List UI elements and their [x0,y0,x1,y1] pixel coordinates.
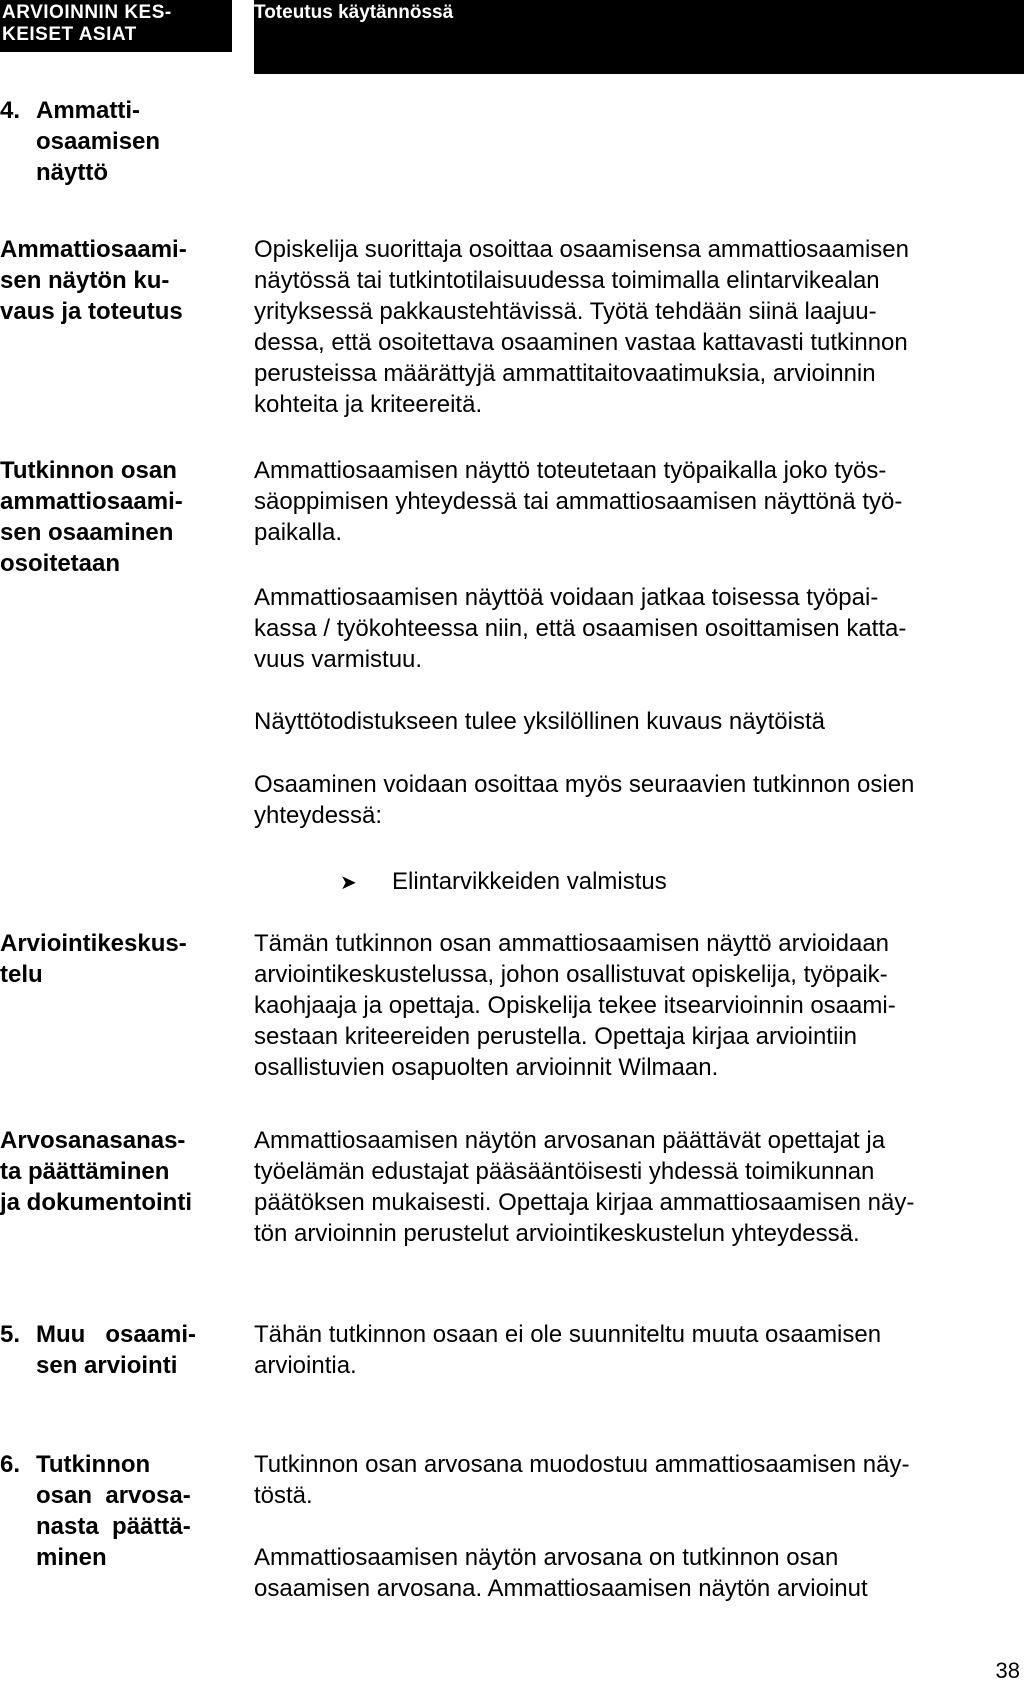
heading-line: Ammattiosaami- [0,236,187,263]
heading-line: ta päättäminen [0,1158,170,1185]
heading-line: sen osaaminen [0,519,174,546]
competence-shown-paragraph-2 [254,582,1020,675]
heading-line: osoitetaan [0,550,121,577]
section-5-title-line: sen arviointi [36,1352,178,1379]
text-line: kaohjaaja ja opettaja. Opiskelija tekee itsearvioinnin osaami- [254,992,896,1019]
bullet-list-item [340,866,667,899]
description-heading [0,234,230,327]
text-line: kassa / työkohteessa niin, että osaamisen osoittamisen katta- [254,615,907,642]
section-5-title-line: Muu osaami- [36,1321,197,1348]
header-left-label [0,0,232,52]
grade-heading [0,1125,230,1218]
description-text [254,234,1020,420]
heading-line: vaus ja toteutus [0,298,183,325]
section-4-number: 4. [0,97,21,124]
section-6-title-line: osan arvosa- [36,1482,191,1509]
page-number: 38 [995,1658,1020,1683]
text-line: töstä. [254,1482,313,1509]
header-right-label: Toteutus käytännössä [254,0,1024,74]
competence-shown-paragraph-4 [254,769,1020,831]
text-line: päätöksen mukaisesti. Opettaja kirjaa ammattiosaamisen näy- [254,1189,915,1216]
header-left-line2: KEISET ASIAT [2,24,137,45]
section-6-title-line: minen [36,1544,107,1571]
text-line: yhteydessä: [254,802,383,829]
competence-shown-heading [0,455,230,579]
section-5-text [254,1319,1020,1381]
evaluation-text [254,928,1020,1083]
section-5-heading [0,1319,230,1381]
text-line: Osaaminen voidaan osoittaa myös seuraavien tutkinnon osien [254,771,915,798]
section-6-title-line: Tutkinnon [36,1451,151,1478]
text-line: paikalla. [254,519,343,546]
text-line: Ammattiosaamisen näyttöä voidaan jatkaa toisessa työpai- [254,584,879,611]
section-6-number: 6. [0,1451,21,1478]
heading-line: ammattiosaami- [0,488,183,515]
evaluation-heading [0,928,230,990]
heading-line: Arviointikeskus- [0,930,187,957]
section-4-title-line: Ammatti- [36,97,141,124]
text-line: Ammattiosaamisen näytön arvosanan päättävät opettajat ja [254,1127,886,1154]
section-6-paragraph-2 [254,1542,1020,1604]
header-left-line1: ARVIOINNIN KES- [2,2,172,23]
text-line: säoppimisen yhteydessä tai ammattiosaamisen näyttönä työ- [254,488,903,515]
section-5-number: 5. [0,1321,21,1348]
text-line: arviointikeskustelussa, johon osallistuvat opiskelija, työpaik- [254,961,888,988]
text-line: Ammattiosaamisen näytön arvosana on tutkinnon osan [254,1544,839,1571]
text-line: arviointia. [254,1352,357,1379]
heading-line: Arvosanasanas- [0,1127,186,1154]
text-line: osaamisen arvosana. Ammattiosaamisen näytön arvioinut [254,1575,868,1602]
heading-line: Tutkinnon osan [0,457,177,484]
heading-line: ja dokumentointi [0,1189,192,1216]
grade-text [254,1125,1020,1249]
text-line: Tämän tutkinnon osan ammattiosaamisen näyttö arvioidaan [254,930,890,957]
text-line: kohteita ja kriteereitä. [254,391,483,418]
competence-shown-paragraph-1 [254,455,1020,548]
section-4-heading [0,95,230,188]
section-6-title-line: nasta päättä- [36,1513,191,1540]
text-line: vuus varmistuu. [254,646,423,673]
competence-shown-paragraph-3: Näyttötodistukseen tulee yksilöllinen kuvaus näytöistä [254,708,825,735]
heading-line: telu [0,961,43,988]
text-line: Ammattiosaamisen näyttö toteutetaan työpaikalla joko työs- [254,457,887,484]
text-line: työelämän edustajat pääsääntöisesti yhdessä toimikunnan [254,1158,875,1185]
text-line: dessa, että osoitettava osaaminen vastaa kattavasti tutkinnon [254,329,908,356]
text-line: yrityksessä pakkaustehtävissä. Työtä tehdään siinä laajuu- [254,298,877,325]
section-4-title-line: osaamisen [36,128,161,155]
section-4-title-line: näyttö [36,159,108,186]
text-line: Tutkinnon osan arvosana muodostuu ammattiosaamisen näy- [254,1451,910,1478]
text-line: sestaan kriteereiden perustella. Opettaja kirjaa arviointiin [254,1023,857,1050]
text-line: tön arvioinnin perustelut arviointikeskustelun yhteydessä. [254,1220,860,1247]
section-6-paragraph-1 [254,1449,1020,1511]
heading-line: sen näytön ku- [0,267,170,294]
text-line: Tähän tutkinnon osaan ei ole suunniteltu muuta osaamisen [254,1321,882,1348]
text-line: Opiskelija suorittaja osoittaa osaamisensa ammattiosaamisen [254,236,909,263]
bullet-text: Elintarvikkeiden valmistus [392,868,667,895]
section-6-heading [0,1449,230,1573]
text-line: osallistuvien osapuolten arvioinnit Wilmaan. [254,1054,719,1081]
arrow-bullet-icon: ➤ [340,872,357,894]
text-line: perusteissa määrättyjä ammattitaitovaatimuksia, arvioinnin [254,360,876,387]
text-line: näytössä tai tutkintotilaisuudessa toimimalla elintarvikealan [254,267,880,294]
